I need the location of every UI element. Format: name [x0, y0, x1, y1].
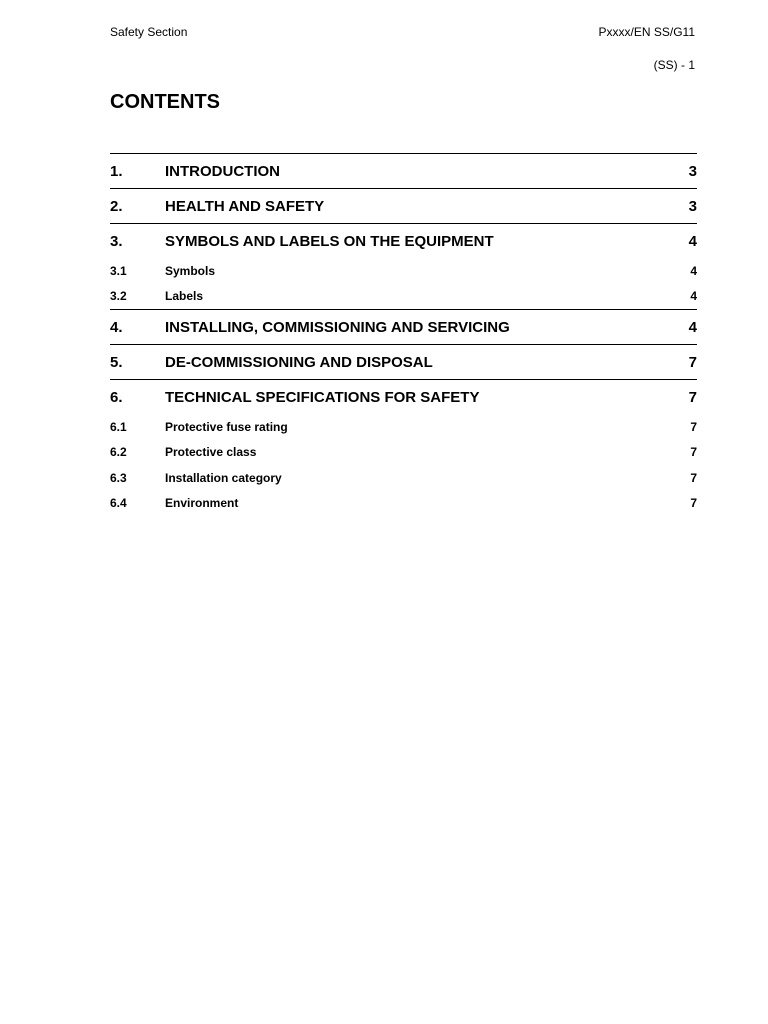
toc-entry-title: Labels — [165, 289, 204, 304]
toc-subsection-row[interactable] — [110, 440, 697, 466]
toc-entry-page: 7 — [688, 353, 697, 371]
toc-entry-number: 3.1 — [110, 263, 127, 278]
toc-entry-title: INTRODUCTION — [165, 162, 280, 180]
toc-entry-number: 6.4 — [110, 496, 127, 511]
toc-entry-number: 6.1 — [110, 419, 127, 434]
toc-entry-title: TECHNICAL SPECIFICATIONS FOR SAFETY — [165, 388, 480, 406]
toc-section-row[interactable] — [110, 153, 697, 188]
toc-subsection-row[interactable] — [110, 284, 697, 310]
toc-entry-page: 3 — [688, 197, 697, 215]
toc-entry-page: 4 — [688, 318, 697, 336]
toc-entry-title: Environment — [165, 496, 239, 511]
toc-entry-title: INSTALLING, COMMISSIONING AND SERVICING — [165, 318, 510, 336]
toc-subsection-row[interactable] — [110, 258, 697, 284]
toc-entry-number: 5. — [110, 353, 123, 371]
toc-entry-number: 6.2 — [110, 445, 127, 460]
toc-entry-number: 3.2 — [110, 289, 127, 304]
toc-subsection-row[interactable] — [110, 414, 697, 440]
toc-entry-number: 1. — [110, 162, 123, 180]
toc-entry-number: 2. — [110, 197, 123, 215]
toc-subsection-row[interactable] — [110, 491, 697, 517]
toc-entry-page: 7 — [690, 470, 697, 485]
toc-entry-title: SYMBOLS AND LABELS ON THE EQUIPMENT — [165, 232, 494, 250]
toc-entry-title: Symbols — [165, 263, 216, 278]
toc-entry-title: DE-COMMISSIONING AND DISPOSAL — [165, 353, 433, 371]
toc-section-row[interactable] — [110, 379, 697, 414]
toc-entry-number: 6.3 — [110, 470, 127, 485]
toc-entry-number: 6. — [110, 388, 123, 406]
page-title: CONTENTS — [110, 91, 220, 113]
toc-entry-page: 7 — [688, 388, 697, 406]
toc-section-row[interactable] — [110, 188, 697, 223]
toc-entry-title: Protective class — [165, 445, 257, 460]
toc-entry-page: 7 — [690, 419, 697, 434]
toc-entry-page: 3 — [688, 162, 697, 180]
toc-subsection-row[interactable] — [110, 465, 697, 491]
header-section-name: Safety Section — [110, 25, 188, 39]
toc-entry-page: 7 — [690, 496, 697, 511]
table-of-contents — [110, 153, 697, 516]
toc-entry-number: 3. — [110, 232, 123, 250]
header-page-ref: (SS) - 1 — [653, 58, 695, 72]
toc-entry-title: HEALTH AND SAFETY — [165, 197, 325, 215]
toc-entry-title: Installation category — [165, 470, 282, 485]
toc-entry-page: 4 — [690, 263, 697, 278]
toc-entry-page: 4 — [690, 289, 697, 304]
toc-entry-title: Protective fuse rating — [165, 419, 288, 434]
toc-section-row[interactable] — [110, 223, 697, 258]
toc-entry-page: 7 — [690, 445, 697, 460]
toc-entry-page: 4 — [688, 232, 697, 250]
toc-section-row[interactable] — [110, 344, 697, 379]
header-document-code: Pxxxx/EN SS/G11 — [598, 25, 695, 39]
toc-section-row[interactable] — [110, 309, 697, 344]
toc-entry-number: 4. — [110, 318, 123, 336]
